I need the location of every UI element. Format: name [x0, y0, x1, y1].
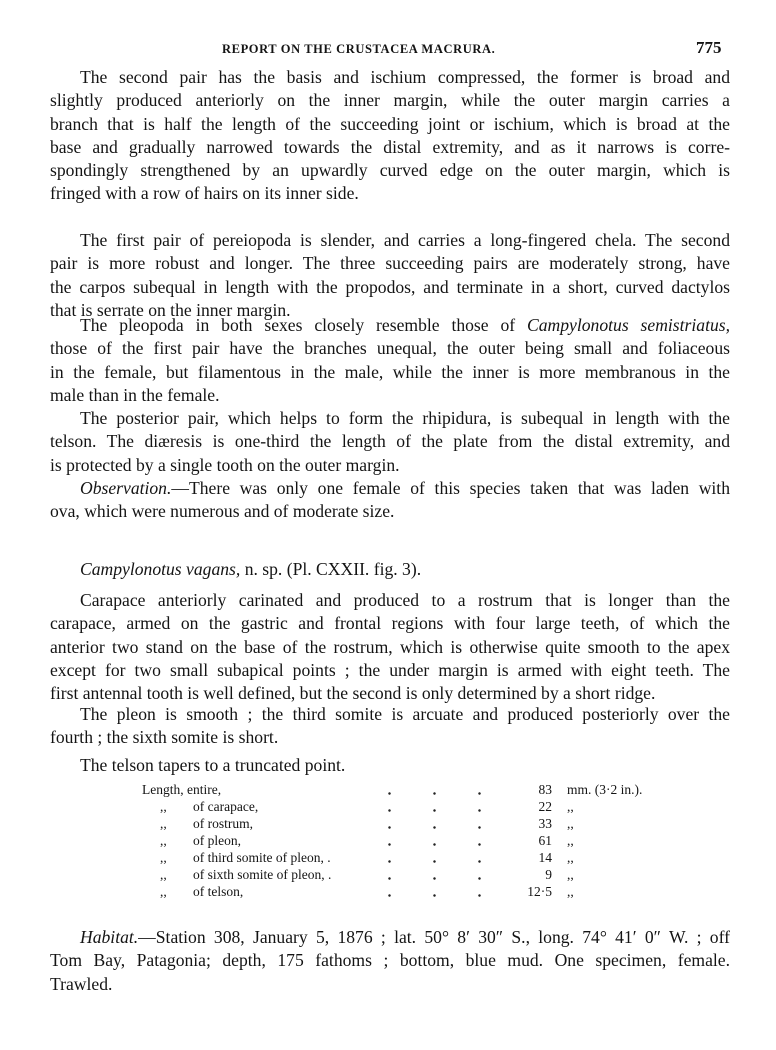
italic-text: Habitat.: [80, 927, 139, 947]
para-posterior-pair: [50, 407, 730, 477]
para-carapace: [50, 589, 730, 705]
para-second-pair: [50, 66, 730, 206]
text-line: [50, 926, 730, 949]
text-line: The first pair of pereiopoda is slender, and carries a long-fingered chela. The second: [80, 230, 730, 250]
text-line: that is serrate on the inner margin.: [50, 299, 291, 320]
text-line: telson. The diæresis is one-third the length of the plate from the distal extremity, and: [50, 431, 730, 452]
measurement-row: [142, 816, 662, 833]
text-line: Trawled.: [50, 973, 113, 994]
running-header: [0, 38, 776, 62]
measurement-value: 33: [538, 816, 552, 831]
measurement-value: 12·5: [527, 884, 552, 899]
para-pleon: [50, 703, 730, 750]
text-segment: —Station 308, January 5, 1876 ; lat. 50° 8′ 30″ S., long. 74° 41′ 0″ W. ; off: [138, 927, 730, 947]
italic-text: Observation.: [80, 478, 172, 498]
text-line: pair is more robust and longer. The three succeeding pairs are moderately strong, have: [50, 253, 730, 274]
text-line: fringed with a row of hairs on its inner side.: [50, 183, 359, 204]
para-pereiopoda: [50, 229, 730, 322]
dot-leader: [367, 782, 497, 799]
measurements-table: [142, 782, 662, 901]
dot-leader: [367, 850, 497, 867]
measurement-value: 83: [538, 782, 552, 797]
species-heading-rest: n. sp. (Pl. CXXII. fig. 3).: [240, 559, 422, 579]
text-segment: —There was only one female of this species taken that was laden with: [171, 478, 730, 498]
measurement-row: [142, 867, 662, 884]
text-line: Carapace anteriorly carinated and produced to a rostrum that is longer than the: [80, 590, 730, 610]
text-line: The pleon is smooth ; the third somite is arcuate and produced posteriorly over the: [80, 704, 730, 724]
text-line: first antennal tooth is well defined, but the second is only determined by a short ridge.: [50, 683, 656, 704]
para-habitat: [50, 926, 730, 996]
species-heading: [80, 559, 421, 580]
measurement-unit: ,,: [567, 816, 574, 831]
text-line: the carpos subequal in length with the propodos, and terminate in a short, curved dactylos: [50, 276, 730, 297]
ditto-mark: ,,: [160, 799, 167, 814]
measurement-label: of pleon,: [193, 833, 241, 848]
measurement-unit: ,,: [567, 850, 574, 865]
measurement-row: [142, 833, 662, 850]
measurement-label: of rostrum,: [193, 816, 253, 831]
ditto-mark: ,,: [160, 833, 167, 848]
ditto-mark: ,,: [160, 816, 167, 831]
text-line: The second pair has the basis and ischium compressed, the former is broad and: [80, 67, 730, 87]
measurement-value: 9: [545, 867, 552, 882]
text-line: spondingly strengthened by an upwardly curved edge on the outer margin, which is: [50, 160, 730, 181]
text-line: carapace, armed on the gastric and frontal regions with four large teeth, of which the: [50, 613, 730, 634]
measurement-label: of third somite of pleon, .: [193, 850, 331, 865]
measurement-row: [142, 850, 662, 867]
running-title: REPORT ON THE CRUSTACEA MACRURA.: [222, 42, 496, 56]
text-line: anterior two stand on the base of the rostrum, which is otherwise quite smooth to the apex: [50, 636, 730, 657]
text-line: slightly produced anteriorly on the inner margin, while the outer margin carries a: [50, 90, 730, 111]
text-line: fourth ; the sixth somite is short.: [50, 727, 279, 748]
text-line: in the female, but filamentous in the male, while the inner is more membranous in the: [50, 361, 730, 382]
species-name: Campylonotus vagans,: [80, 559, 241, 579]
dot-leader: [367, 833, 497, 850]
measurement-row: [142, 799, 662, 816]
ditto-mark: ,,: [160, 850, 167, 865]
text-line: except for two small subapical points ; the under margin is armed with eight teeth. The: [50, 659, 730, 680]
text-line: male than in the female.: [50, 384, 220, 405]
measurement-unit: ,,: [567, 884, 574, 899]
measurement-value: 61: [538, 833, 552, 848]
measurement-unit: ,,: [567, 833, 574, 848]
text-line: base and gradually narrowed towards the distal extremity, and as it narrows is corre-: [50, 136, 730, 157]
text-line: Tom Bay, Patagonia; depth, 175 fathoms ; bottom, blue mud. One specimen, female.: [50, 950, 730, 971]
dot-leader: [367, 799, 497, 816]
measurement-unit: mm. (3·2 in.).: [567, 782, 643, 797]
ditto-mark: ,,: [160, 884, 167, 899]
measurement-unit: ,,: [567, 799, 574, 814]
italic-text: Campylonotus semistriatus,: [527, 315, 731, 335]
text-line: those of the first pair have the branches unequal, the outer being small and foliaceous: [50, 338, 730, 359]
text-line: is protected by a single tooth on the outer margin.: [50, 454, 400, 475]
text-line: branch that is half the length of the succeeding joint or ischium, which is broad at the: [50, 113, 730, 134]
text-line: [50, 314, 730, 337]
para-observation: [50, 477, 730, 524]
measurement-value: 22: [538, 799, 552, 814]
dot-leader: [367, 816, 497, 833]
measurement-label: Length, entire,: [142, 782, 222, 797]
text-line: The posterior pair, which helps to form the rhipidura, is subequal in length with the: [80, 408, 730, 428]
measurement-unit: ,,: [567, 867, 574, 882]
para-telson: [50, 754, 730, 777]
ditto-mark: ,,: [160, 867, 167, 882]
measurement-value: 14: [538, 850, 552, 865]
text-segment: The pleopoda in both sexes closely resemble those of: [80, 315, 528, 335]
dot-leader: [367, 867, 497, 884]
para-pleopoda: [50, 314, 730, 407]
dot-leader: [367, 884, 497, 901]
measurement-label: of telson,: [193, 884, 244, 899]
measurement-row: [142, 782, 662, 799]
measurement-label: of carapace,: [193, 799, 259, 814]
page-number: 775: [696, 38, 722, 57]
text-line: [50, 477, 730, 500]
measurement-row: [142, 884, 662, 901]
measurement-label: of sixth somite of pleon, .: [193, 867, 332, 882]
text-line: The telson tapers to a truncated point.: [80, 755, 346, 775]
text-line: ova, which were numerous and of moderate size.: [50, 501, 395, 522]
